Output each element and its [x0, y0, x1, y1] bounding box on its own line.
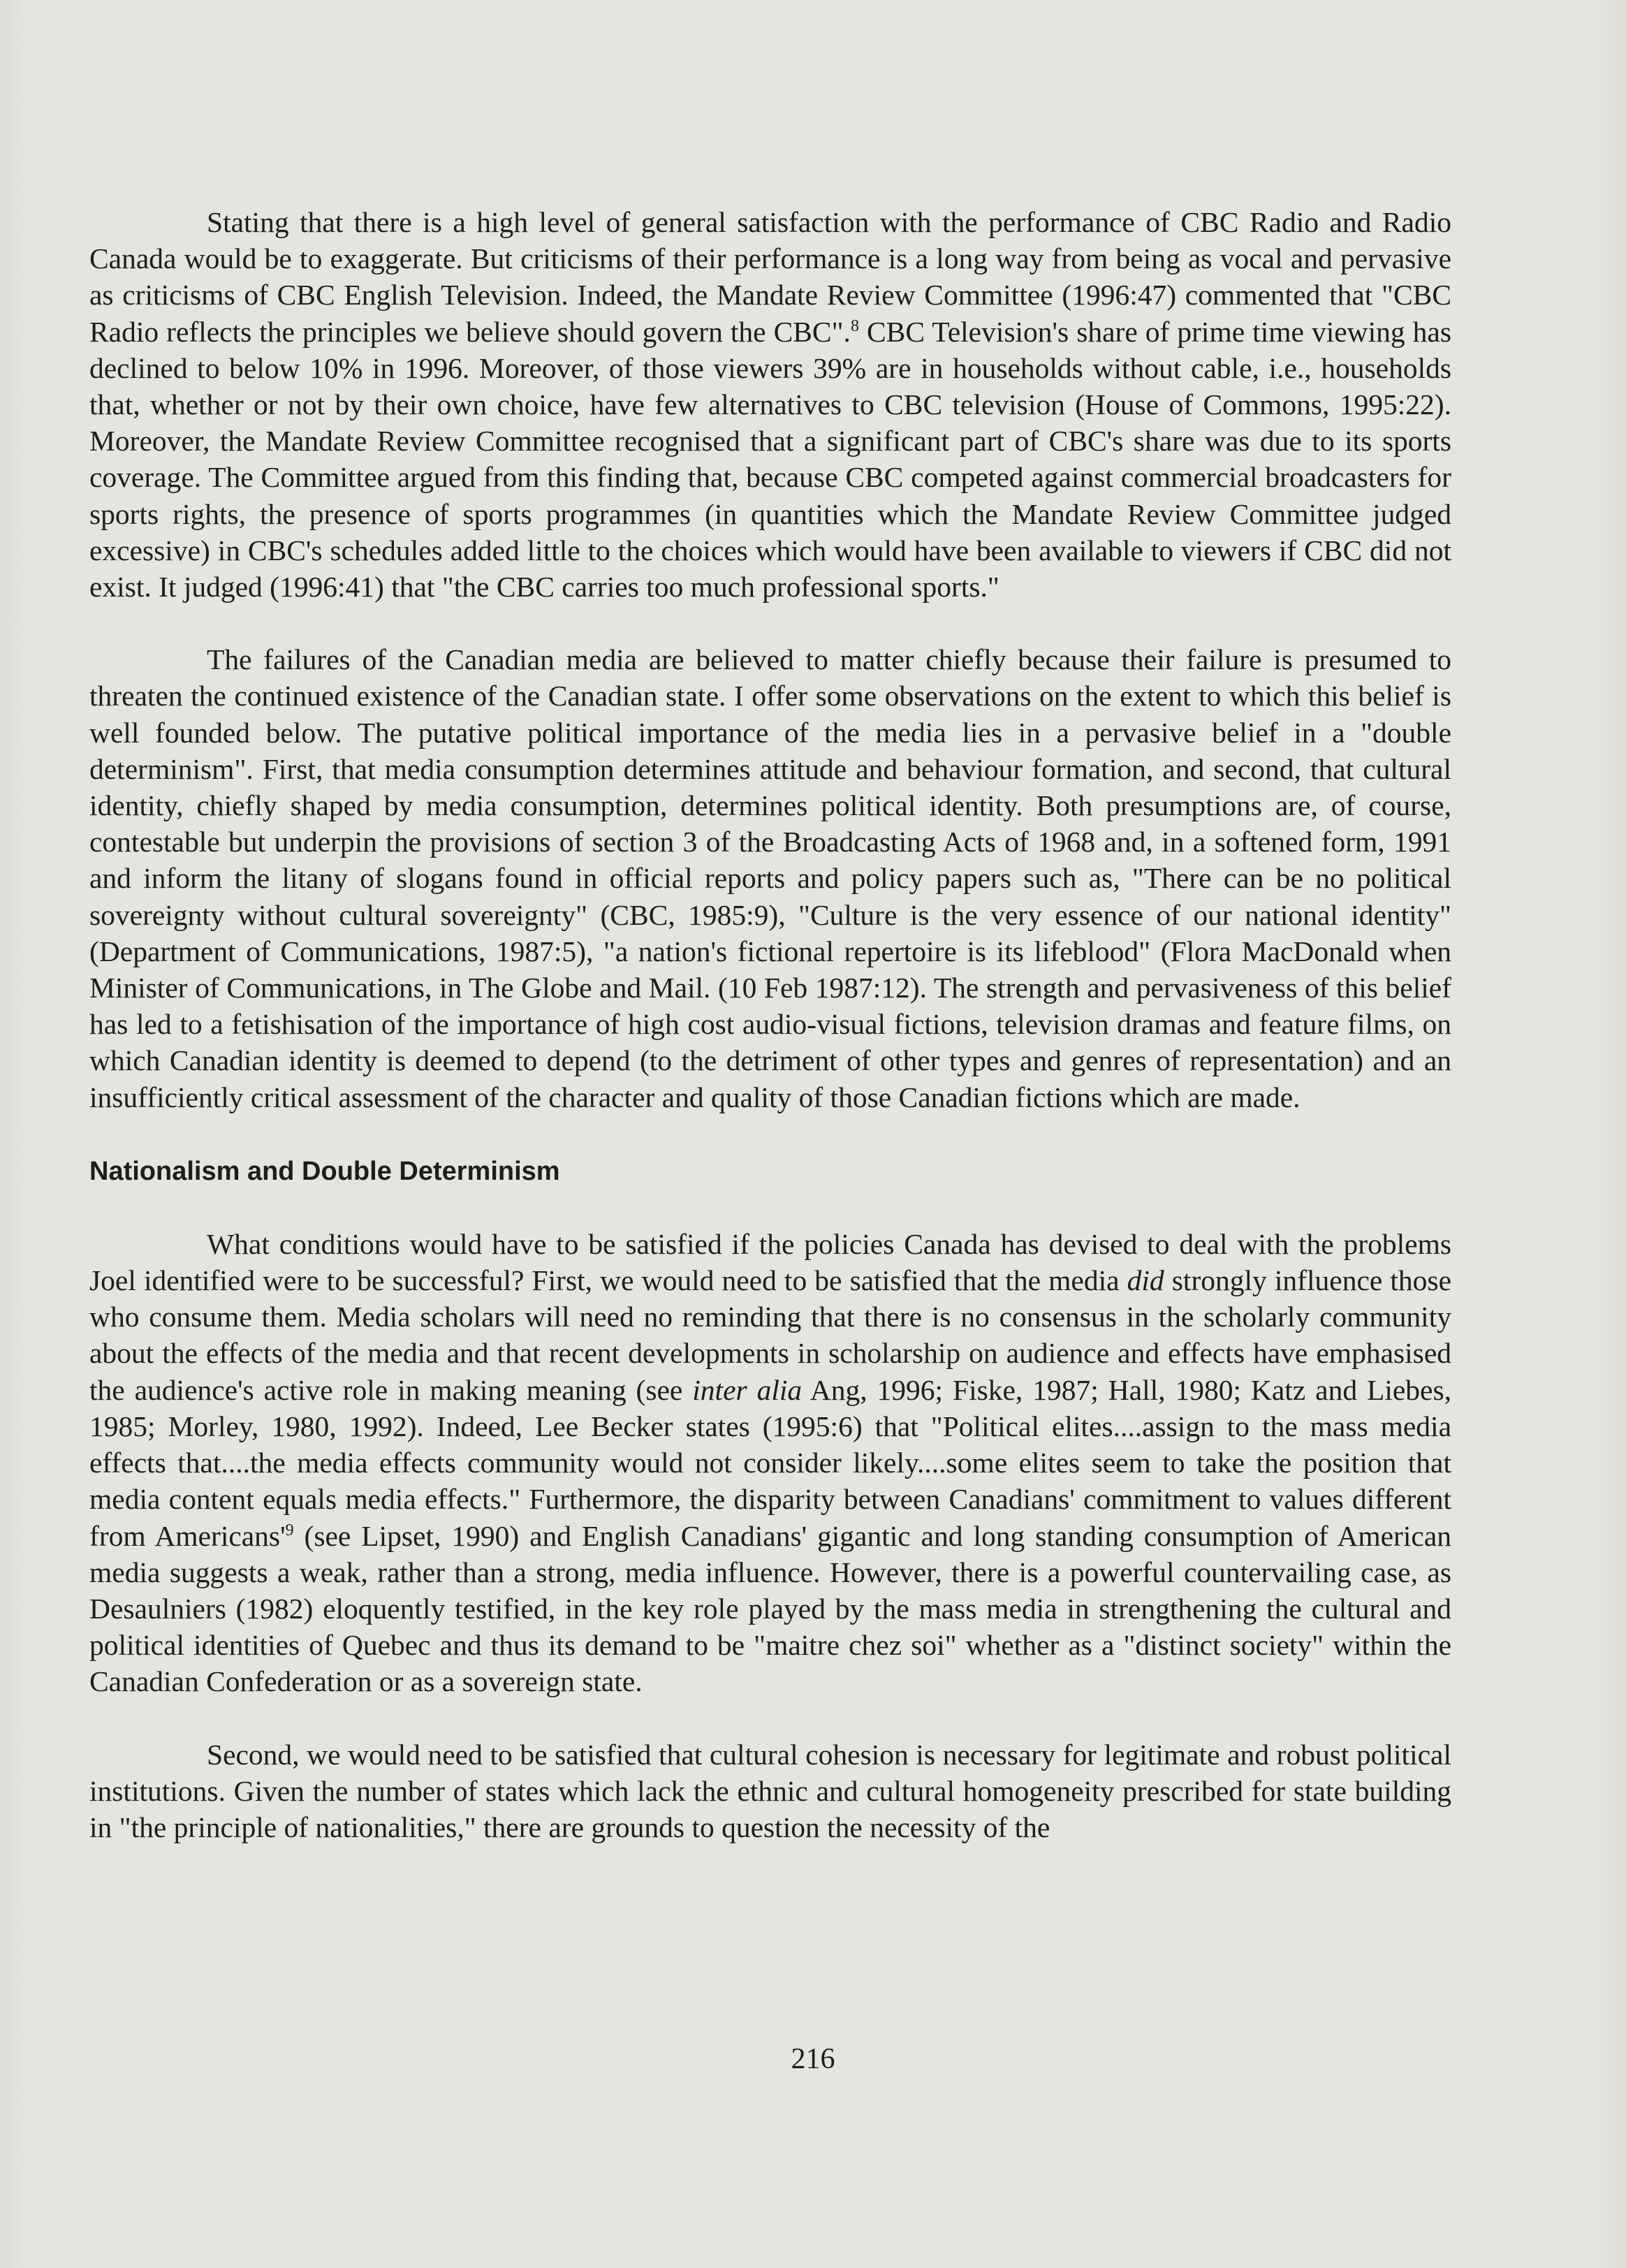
- paragraph: [89, 641, 1451, 1115]
- paragraph: [89, 1736, 1451, 1846]
- paragraph-text: The failures of the Canadian media are believed to matter chiefly because their failure is presumed to threaten the continued existence of the Canadian state. I offer some observations on the extent to which this belief is well founded below. The putative political importance of the media lies in a pervasive belief in a "double determinism". First, that media consumption determines attitude and behaviour formation, and second, that cultural identity, chiefly shaped by media consumption, determines political identity. Both presumptions are, of course, contestable but underpin the provisions of section 3 of the Broadcasting Acts of 1968 and, in a softened form, 1991 and inform the litany of slogans found in official reports and policy papers such as, "There can be no political sovereignty without cultural sovereignty" (CBC, 1985:9), "Culture is the very essence of our national identity" (Department of Communications, 1987:5), "a nation's fictional repertoire is its lifeblood" (Flora MacDonald when Minister of Communications, in The Globe and Mail. (10 Feb 1987:12). The strength and pervasiveness of this belief has led to a fetishisation of the importance of high cost audio-visual fictions, television dramas and feature films, on which Canadian identity is deemed to depend (to the detriment of other types and genres of representation) and an insufficiently critical assessment of the character and quality of those Canadian fictions which are made.: [89, 643, 1451, 1113]
- section-heading: Nationalism and Double Determinism: [89, 1156, 560, 1186]
- footnote-marker: 9: [285, 1521, 294, 1539]
- paragraph-text: Stating that there is a high level of general satisfaction with the performance of CBC Radio and Radio Canada would be to exaggerate. But criticisms of their performance is a long way from being as vocal and pervasive as criticisms of CBC English Television. Indeed, the Mandate Review Committee (1996:47) commented that "CBC Radio reflects the principles we believe should govern the CBC".: [89, 206, 1451, 348]
- footnote-marker: 8: [850, 316, 859, 335]
- page-number: 216: [791, 2043, 835, 2075]
- paragraph: [89, 204, 1451, 605]
- paragraph-text: What conditions would have to be satisfied if the policies Canada has devised to deal with the problems Joel identified were to be successful? First, we would need to be satisfied that the media: [89, 1227, 1451, 1297]
- paragraph: [89, 1226, 1451, 1700]
- italic-text: did: [1127, 1264, 1164, 1297]
- paragraph-text: Second, we would need to be satisfied that cultural cohesion is necessary for legitimate and robust political institutions. Given the number of states which lack the ethnic and cultural homogeneity prescribed for state building in "the principle of nationalities," there are grounds to question the necessity of the: [89, 1738, 1451, 1843]
- paragraph-text: strongly influence those who consume them. Media scholars will need no reminding that there is no consensus in the scholarly community about the effects of the media and that recent developments in scholarship on audience and effects have emphasised the audience's active role in making meaning (see: [89, 1264, 1451, 1406]
- paragraph-text: Ang, 1996; Fiske, 1987; Hall, 1980; Katz and Liebes, 1985; Morley, 1980, 1992). Indeed, Lee Becker states (1995:6) that "Political elites....assign to the mass media effects that....the media effects community would not consider likely....some elites seem to take the position that media content equals media effects." Furthermore, the disparity between Canadians' commitment to values different from Americans': [89, 1373, 1452, 1552]
- paragraph-text: CBC Television's share of prime time viewing has declined to below 10% in 1996. Moreover, of those viewers 39% are in households without cable, i.e., households that, whether or not by their own choice, have few alternatives to CBC television (House of Commons, 1995:22). Moreover, the Mandate Review Committee recognised that a significant part of CBC's share was due to its sports coverage. The Committee argued from this finding that, because CBC competed against commercial broadcasters for sports rights, the presence of sports programmes (in quantities which the Mandate Review Committee judged excessive) in CBC's schedules added little to the choices which would have been available to viewers if CBC did not exist. It judged (1996:41) that "the CBC carries too much professional sports.": [89, 315, 1451, 603]
- body-text: [89, 204, 1451, 1845]
- paragraphs-after-heading: [89, 1226, 1451, 1845]
- paragraph-text: (see Lipset, 1990) and English Canadians' gigantic and long standing consumption of American media suggests a weak, rather than a strong, media influence. However, there is a powerful countervailing case, as Desaulniers (1982) eloquently testified, in the key role played by the mass media in strengthening the cultural and political identities of Quebec and thus its demand to be "maitre chez soi" whether as a "distinct society" within the Canadian Confederation or as a sovereign state.: [89, 1519, 1451, 1698]
- italic-text: inter alia: [692, 1373, 803, 1406]
- paragraphs-before-heading: [89, 204, 1451, 1115]
